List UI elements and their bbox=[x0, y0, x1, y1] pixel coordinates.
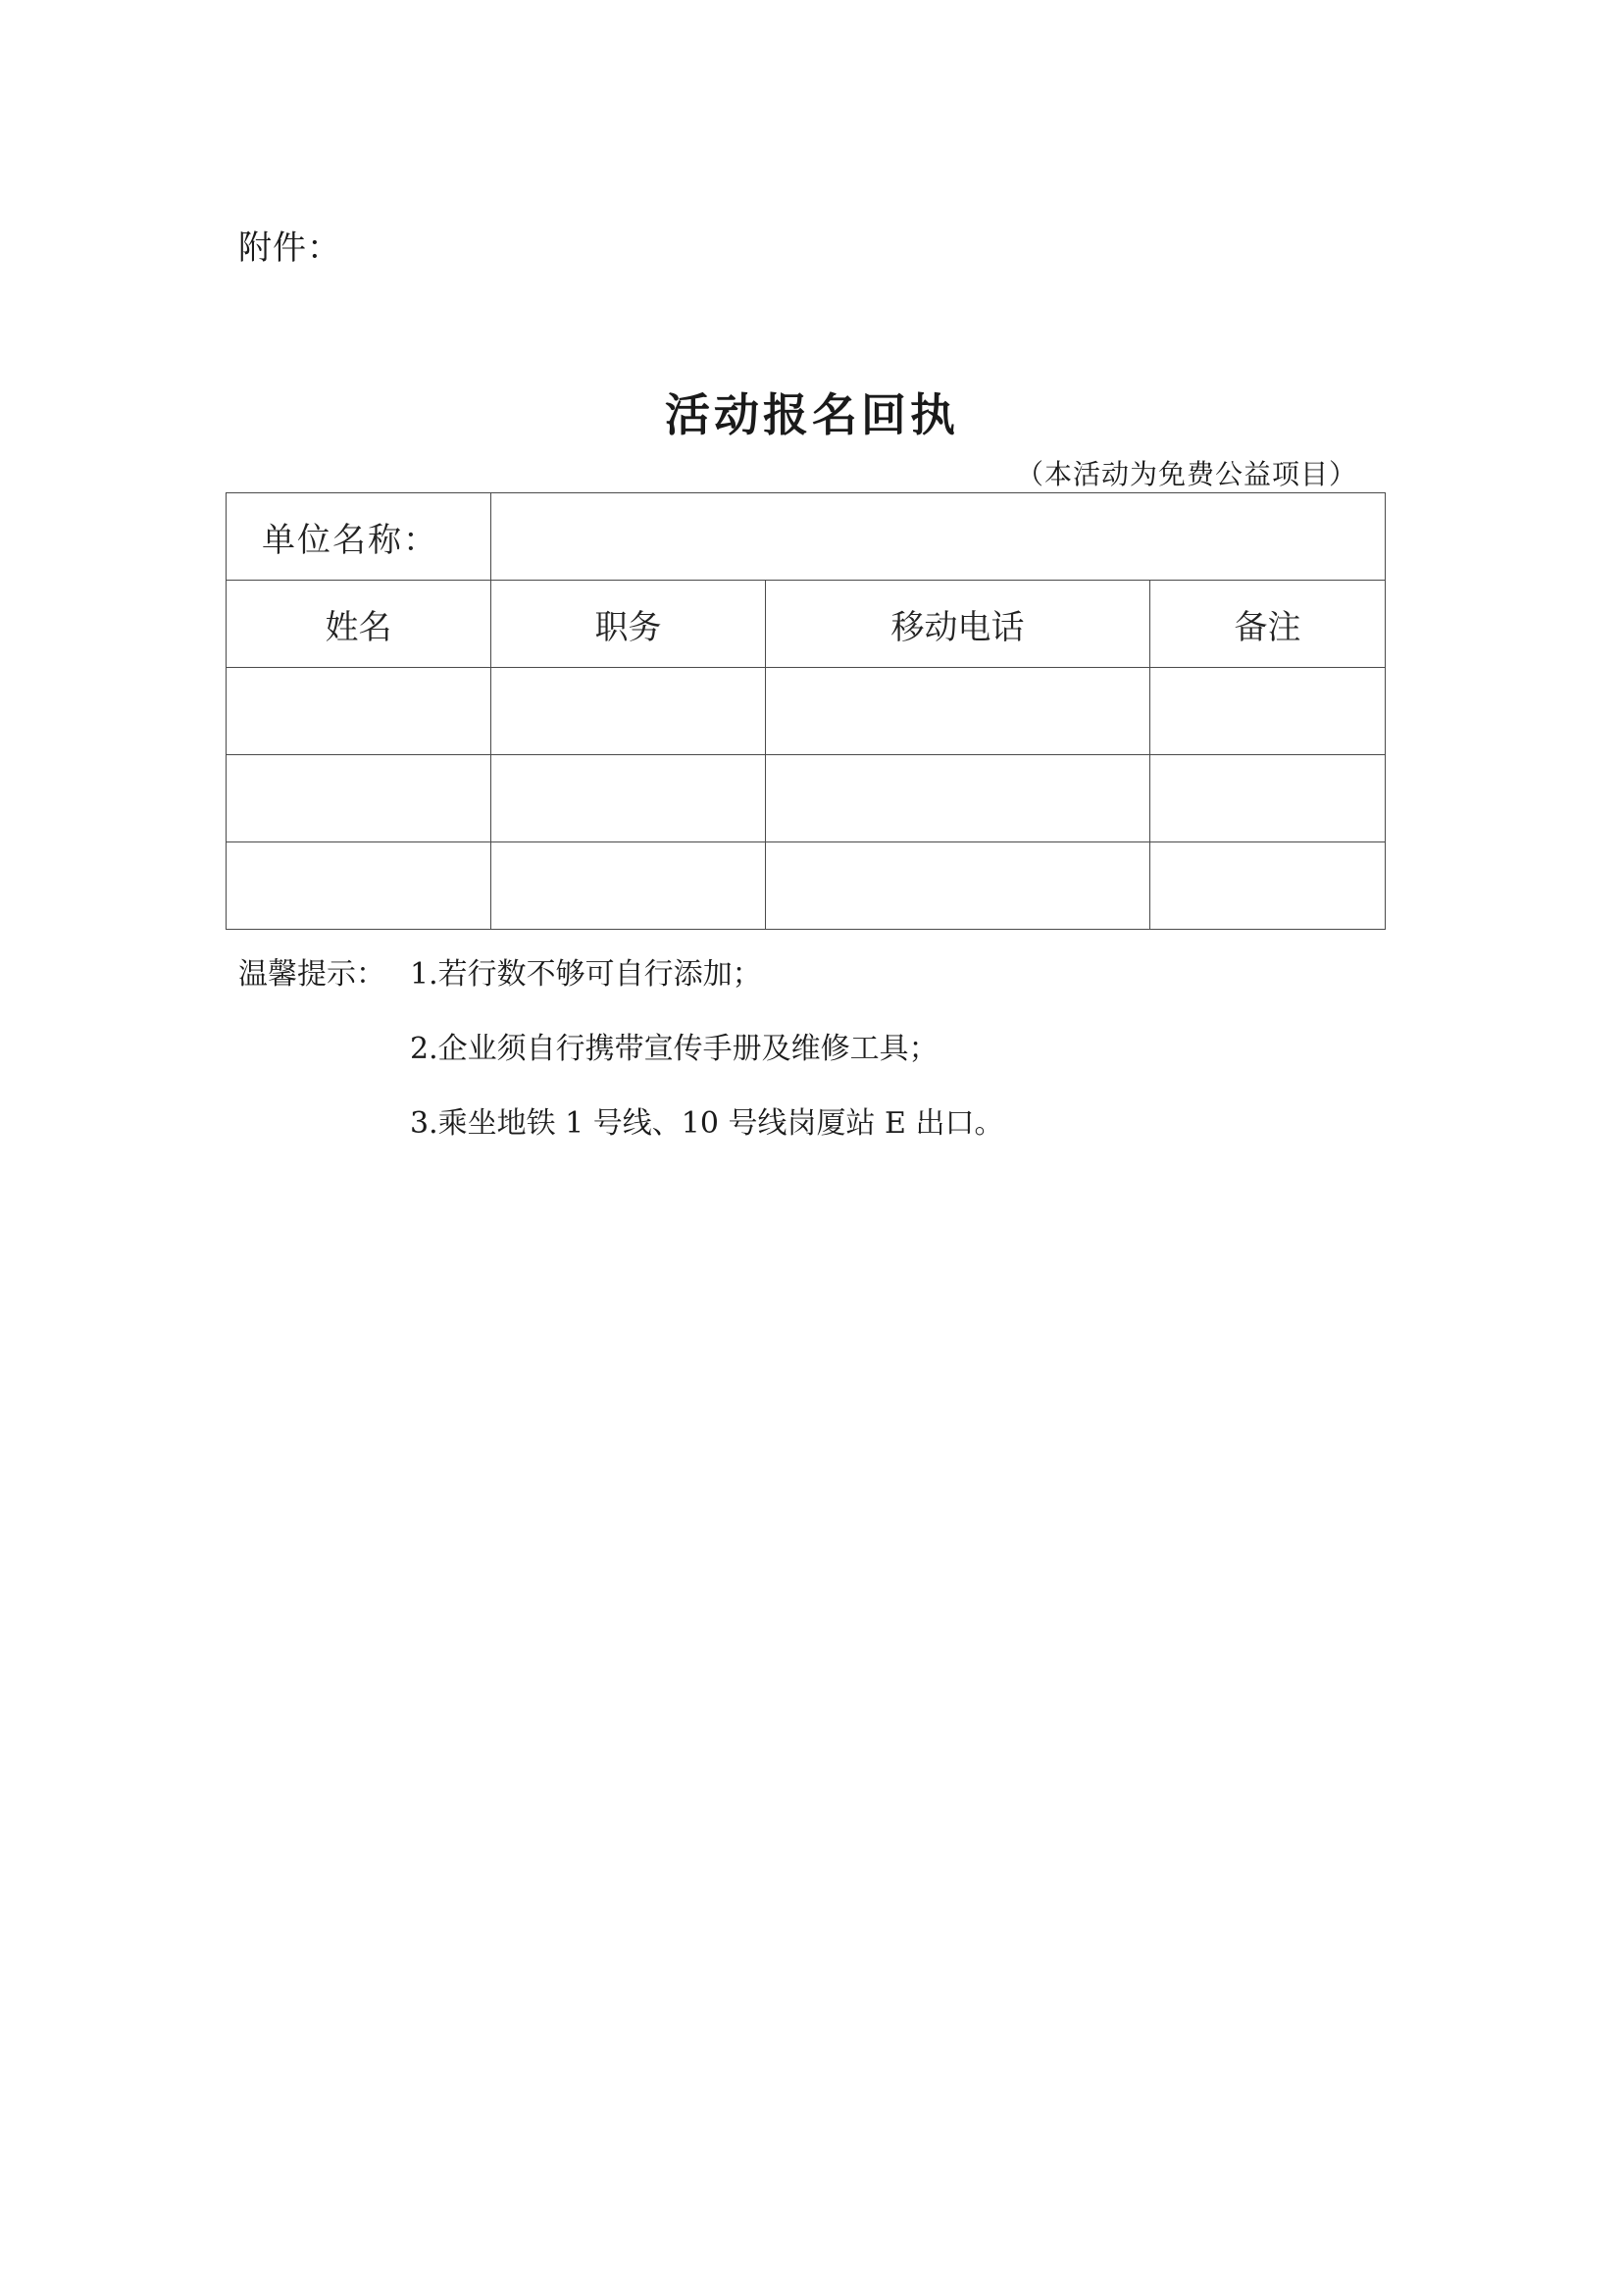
unit-row bbox=[227, 493, 1386, 581]
attachment-label: 附件： bbox=[238, 229, 341, 268]
form-title: 活动报名回执 bbox=[665, 388, 959, 441]
table-row bbox=[227, 755, 1386, 842]
table-row bbox=[227, 668, 1386, 755]
form-subtitle: （本活动为免费公益项目） bbox=[1015, 458, 1357, 490]
notes-prefix: 温馨提示： bbox=[238, 957, 385, 992]
notes-section bbox=[238, 949, 1003, 1173]
unit-name-label: 单位名称： bbox=[227, 493, 491, 581]
mobile-cell[interactable] bbox=[766, 668, 1150, 755]
column-header-name: 姓名 bbox=[227, 581, 491, 668]
table-header-row bbox=[227, 581, 1386, 668]
column-header-mobile: 移动电话 bbox=[766, 581, 1150, 668]
mobile-cell[interactable] bbox=[766, 755, 1150, 842]
remarks-cell[interactable] bbox=[1150, 668, 1386, 755]
column-header-position: 职务 bbox=[491, 581, 766, 668]
column-header-remarks: 备注 bbox=[1150, 581, 1386, 668]
position-cell[interactable] bbox=[491, 842, 766, 930]
table-row bbox=[227, 842, 1386, 930]
note-item: 3.乘坐地铁 1 号线、10 号线岗厦站 E 出口。 bbox=[410, 1106, 1004, 1141]
registration-table bbox=[226, 492, 1386, 930]
position-cell[interactable] bbox=[491, 755, 766, 842]
note-item: 2.企业须自行携带宣传手册及维修工具； bbox=[410, 1032, 939, 1066]
remarks-cell[interactable] bbox=[1150, 842, 1386, 930]
note-line bbox=[238, 1098, 1003, 1173]
note-line bbox=[238, 949, 1003, 1024]
position-cell[interactable] bbox=[491, 668, 766, 755]
name-cell[interactable] bbox=[227, 842, 491, 930]
note-item: 1.若行数不够可自行添加； bbox=[410, 957, 762, 992]
remarks-cell[interactable] bbox=[1150, 755, 1386, 842]
unit-name-field[interactable] bbox=[491, 493, 1386, 581]
note-line bbox=[238, 1024, 1003, 1098]
name-cell[interactable] bbox=[227, 755, 491, 842]
name-cell[interactable] bbox=[227, 668, 491, 755]
mobile-cell[interactable] bbox=[766, 842, 1150, 930]
